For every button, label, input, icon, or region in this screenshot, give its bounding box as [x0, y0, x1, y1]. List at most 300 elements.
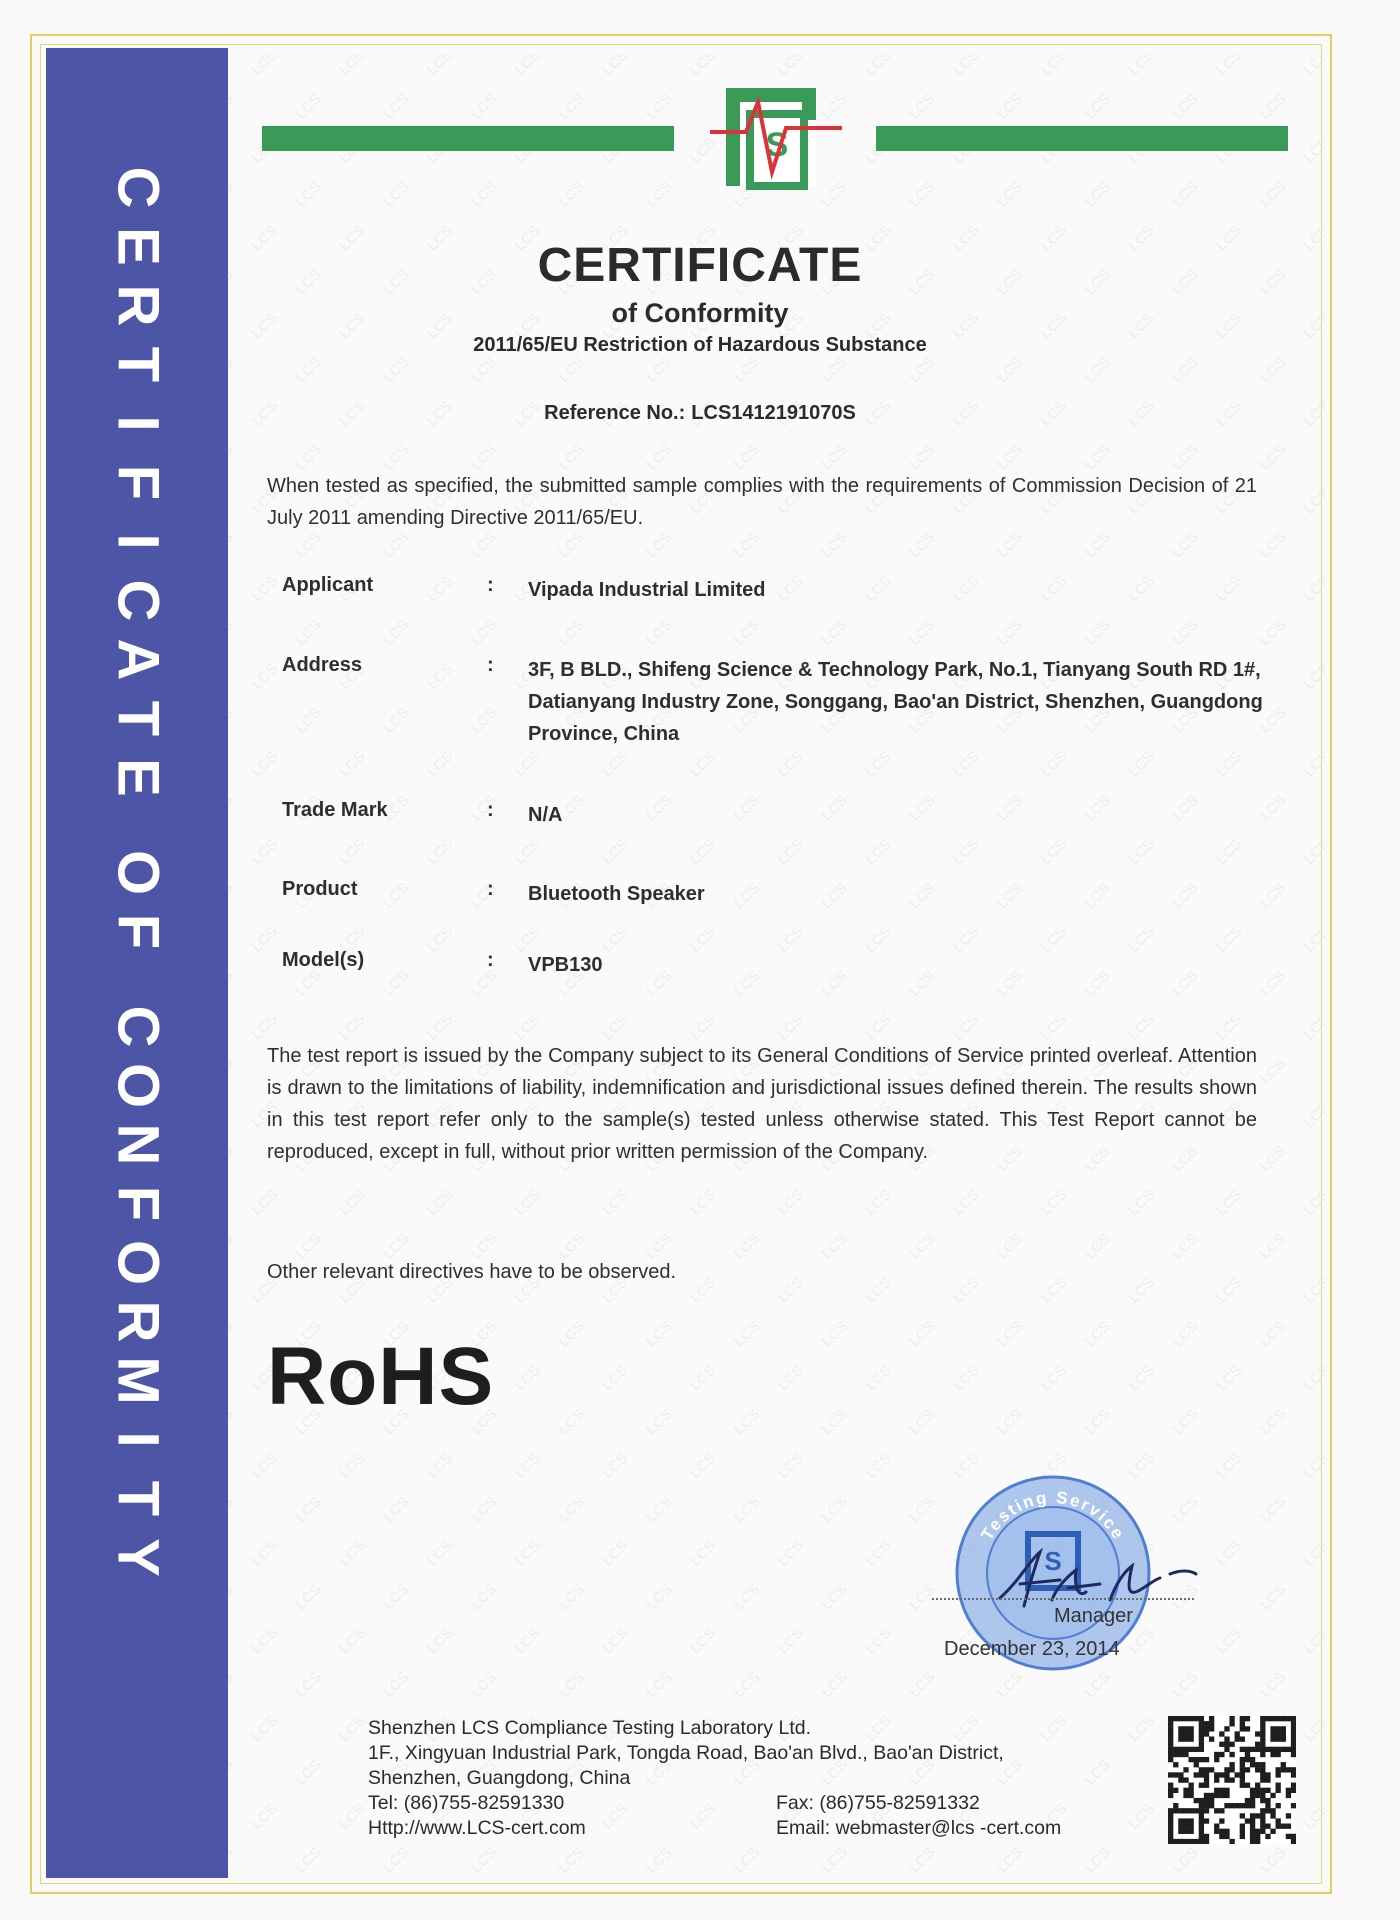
- qr-module: [1240, 1829, 1245, 1834]
- qr-module: [1229, 1716, 1234, 1721]
- qr-module: [1245, 1798, 1250, 1803]
- side-band-letter: E: [105, 758, 171, 797]
- qr-module: [1219, 1742, 1224, 1747]
- qr-module: [1260, 1767, 1265, 1772]
- qr-module: [1168, 1824, 1173, 1829]
- qr-module: [1291, 1772, 1296, 1777]
- side-band-letter: F: [105, 464, 171, 501]
- side-band-letter: R: [105, 1300, 171, 1343]
- field-label: Model(s): [282, 949, 365, 971]
- qr-module: [1245, 1803, 1250, 1808]
- qr-module: [1245, 1767, 1250, 1772]
- qr-module: [1173, 1716, 1178, 1721]
- issue-date: December 23, 2014: [944, 1638, 1120, 1660]
- qr-module: [1204, 1834, 1209, 1839]
- qr-module: [1204, 1783, 1209, 1788]
- qr-module: [1255, 1731, 1260, 1736]
- qr-module: [1291, 1736, 1296, 1741]
- footer-company: Shenzhen LCS Compliance Testing Laboratory Ltd.: [368, 1717, 811, 1739]
- qr-module: [1224, 1829, 1229, 1834]
- side-band-letter: E: [105, 227, 171, 266]
- qr-module: [1270, 1813, 1275, 1818]
- side-band-letter: O: [105, 1239, 171, 1286]
- qr-module: [1260, 1752, 1265, 1757]
- qr-module: [1245, 1757, 1250, 1762]
- directive-line: 2011/65/EU Restriction of Hazardous Substance: [473, 334, 927, 356]
- qr-module: [1270, 1731, 1275, 1736]
- intro-paragraph: When tested as specified, the submitted sample complies with the requirements of Commission Decision of 21 July 2011 amending Directive 2011/65/EU.: [267, 475, 1257, 529]
- qr-module: [1224, 1834, 1229, 1839]
- qr-module: [1286, 1716, 1291, 1721]
- qr-module: [1276, 1824, 1281, 1829]
- qr-module: [1178, 1747, 1183, 1752]
- qr-module: [1183, 1747, 1188, 1752]
- footer-fax: Fax: (86)755-82591332: [776, 1792, 980, 1814]
- qr-module: [1291, 1834, 1296, 1839]
- qr-module: [1291, 1752, 1296, 1757]
- qr-module: [1276, 1752, 1281, 1757]
- qr-module: [1199, 1783, 1204, 1788]
- qr-module: [1178, 1808, 1183, 1813]
- side-band-letter: N: [105, 1123, 171, 1166]
- qr-module: [1188, 1788, 1193, 1793]
- qr-module: [1260, 1716, 1265, 1721]
- qr-module: [1260, 1721, 1265, 1726]
- qr-module: [1168, 1721, 1173, 1726]
- field-value: VPB130: [528, 954, 603, 976]
- field-colon: :: [487, 654, 494, 676]
- qr-module: [1199, 1726, 1204, 1731]
- reference-value: LCS1412191070S: [691, 402, 856, 424]
- qr-module: [1224, 1772, 1229, 1777]
- qr-module: [1270, 1752, 1275, 1757]
- side-band-letter: I: [105, 1431, 171, 1448]
- qr-module: [1168, 1726, 1173, 1731]
- qr-module: [1260, 1824, 1265, 1829]
- qr-module: [1194, 1839, 1199, 1844]
- signature-line: [932, 1598, 1194, 1600]
- qr-module: [1276, 1818, 1281, 1823]
- qr-module: [1199, 1803, 1204, 1808]
- side-band-letter: I: [105, 415, 171, 432]
- qr-module: [1173, 1752, 1178, 1757]
- qr-module: [1168, 1716, 1173, 1721]
- rohs-mark: RoHS: [267, 1331, 495, 1422]
- qr-module: [1260, 1777, 1265, 1782]
- qr-module: [1173, 1747, 1178, 1752]
- side-band-letter: I: [105, 533, 171, 550]
- qr-module: [1250, 1834, 1255, 1839]
- qr-module: [1270, 1829, 1275, 1834]
- qr-module: [1229, 1777, 1234, 1782]
- footer-contact: [368, 1716, 1168, 1841]
- qr-module: [1265, 1716, 1270, 1721]
- qr-module: [1183, 1777, 1188, 1782]
- qr-module: [1194, 1798, 1199, 1803]
- qr-module: [1214, 1788, 1219, 1793]
- qr-module: [1229, 1742, 1234, 1747]
- qr-module: [1214, 1808, 1219, 1813]
- qr-module: [1276, 1726, 1281, 1731]
- qr-module: [1173, 1772, 1178, 1777]
- field-label: Address: [282, 654, 363, 676]
- field-value: Bluetooth Speaker: [528, 883, 705, 905]
- qr-module: [1286, 1834, 1291, 1839]
- qr-module: [1260, 1793, 1265, 1798]
- qr-module: [1209, 1726, 1214, 1731]
- qr-module: [1188, 1716, 1193, 1721]
- qr-module: [1183, 1767, 1188, 1772]
- qr-module: [1194, 1757, 1199, 1762]
- qr-module: [1173, 1808, 1178, 1813]
- footer-address-1: 1F., Xingyuan Industrial Park, Tongda Road, Bao'an Blvd., Bao'an District,: [368, 1742, 1004, 1764]
- qr-module: [1188, 1726, 1193, 1731]
- qr-module: [1276, 1731, 1281, 1736]
- qr-module: [1188, 1839, 1193, 1844]
- qr-module: [1240, 1803, 1245, 1808]
- qr-module: [1250, 1824, 1255, 1829]
- qr-module: [1265, 1798, 1270, 1803]
- qr-module: [1229, 1767, 1234, 1772]
- qr-module: [1235, 1772, 1240, 1777]
- qr-module: [1194, 1747, 1199, 1752]
- qr-module: [1204, 1798, 1209, 1803]
- qr-module: [1199, 1834, 1204, 1839]
- qr-module: [1240, 1783, 1245, 1788]
- qr-module: [1204, 1772, 1209, 1777]
- qr-module: [1199, 1813, 1204, 1818]
- qr-module: [1245, 1783, 1250, 1788]
- qr-module: [1286, 1824, 1291, 1829]
- qr-module: [1281, 1716, 1286, 1721]
- qr-module: [1183, 1793, 1188, 1798]
- qr-module: [1209, 1798, 1214, 1803]
- qr-module: [1240, 1813, 1245, 1818]
- qr-module: [1178, 1824, 1183, 1829]
- qr-module: [1209, 1803, 1214, 1808]
- qr-module: [1250, 1798, 1255, 1803]
- qr-module: [1240, 1726, 1245, 1731]
- qr-module: [1240, 1777, 1245, 1782]
- qr-module: [1183, 1788, 1188, 1793]
- qr-module: [1291, 1742, 1296, 1747]
- qr-module: [1199, 1829, 1204, 1834]
- qr-module: [1260, 1772, 1265, 1777]
- footer-tel: Tel: (86)755-82591330: [368, 1792, 565, 1814]
- side-band-letter: O: [105, 849, 171, 896]
- qr-module: [1240, 1824, 1245, 1829]
- qr-module: [1194, 1808, 1199, 1813]
- qr-module: [1178, 1731, 1183, 1736]
- qr-module: [1178, 1752, 1183, 1757]
- qr-module: [1219, 1834, 1224, 1839]
- qr-module: [1276, 1788, 1281, 1793]
- qr-module: [1188, 1808, 1193, 1813]
- qr-module: [1276, 1772, 1281, 1777]
- qr-module: [1183, 1839, 1188, 1844]
- qr-module: [1255, 1742, 1260, 1747]
- qr-module: [1224, 1793, 1229, 1798]
- qr-module: [1260, 1808, 1265, 1813]
- qr-module: [1245, 1818, 1250, 1823]
- qr-module: [1224, 1726, 1229, 1731]
- qr-module: [1265, 1772, 1270, 1777]
- qr-module: [1204, 1803, 1209, 1808]
- qr-module: [1291, 1783, 1296, 1788]
- side-band-letter: M: [105, 1356, 171, 1405]
- qr-module: [1270, 1716, 1275, 1721]
- qr-module: [1204, 1757, 1209, 1762]
- qr-module: [1291, 1788, 1296, 1793]
- qr-module: [1245, 1726, 1250, 1731]
- qr-module: [1235, 1731, 1240, 1736]
- qr-module: [1209, 1716, 1214, 1721]
- qr-module: [1178, 1829, 1183, 1834]
- qr-module: [1240, 1721, 1245, 1726]
- qr-module: [1255, 1839, 1260, 1844]
- qr-module: [1199, 1808, 1204, 1813]
- qr-module: [1286, 1793, 1291, 1798]
- qr-module: [1291, 1747, 1296, 1752]
- qr-module: [1270, 1793, 1275, 1798]
- qr-module: [1265, 1777, 1270, 1782]
- qr-module: [1199, 1721, 1204, 1726]
- qr-module: [1199, 1716, 1204, 1721]
- qr-module: [1270, 1747, 1275, 1752]
- qr-module: [1255, 1788, 1260, 1793]
- qr-module: [1229, 1721, 1234, 1726]
- qr-module: [1188, 1736, 1193, 1741]
- qr-module: [1168, 1818, 1173, 1823]
- qr-module: [1204, 1721, 1209, 1726]
- side-band-letter: F: [105, 913, 171, 950]
- side-band-letter: C: [105, 166, 171, 209]
- qr-module: [1209, 1793, 1214, 1798]
- qr-module: [1255, 1767, 1260, 1772]
- qr-module: [1250, 1829, 1255, 1834]
- qr-module: [1204, 1726, 1209, 1731]
- qr-module: [1199, 1818, 1204, 1823]
- field-label: Trade Mark: [282, 799, 388, 821]
- qr-module: [1265, 1824, 1270, 1829]
- qr-module: [1229, 1762, 1234, 1767]
- qr-module: [1270, 1726, 1275, 1731]
- side-band-letter: Y: [105, 1538, 171, 1577]
- qr-module: [1219, 1731, 1224, 1736]
- side-band-letter: C: [105, 1005, 171, 1048]
- qr-module: [1183, 1736, 1188, 1741]
- qr-module: [1245, 1716, 1250, 1721]
- side-band-letter: C: [105, 579, 171, 622]
- qr-module: [1270, 1736, 1275, 1741]
- qr-module: [1281, 1726, 1286, 1731]
- lcs-logo-icon: [706, 80, 846, 190]
- qr-module: [1260, 1798, 1265, 1803]
- field-value: Vipada Industrial Limited: [528, 579, 766, 601]
- qr-module: [1199, 1824, 1204, 1829]
- qr-module: [1250, 1757, 1255, 1762]
- svg-text:S: S: [1044, 1546, 1062, 1576]
- qr-module: [1240, 1767, 1245, 1772]
- side-band-text: [46, 158, 228, 1587]
- qr-module: [1168, 1829, 1173, 1834]
- qr-module: [1219, 1818, 1224, 1823]
- qr-module: [1240, 1736, 1245, 1741]
- qr-module: [1188, 1829, 1193, 1834]
- qr-module: [1219, 1808, 1224, 1813]
- qr-module: [1265, 1788, 1270, 1793]
- qr-module: [1178, 1772, 1183, 1777]
- qr-module: [1168, 1788, 1173, 1793]
- qr-module: [1250, 1813, 1255, 1818]
- qr-module: [1199, 1767, 1204, 1772]
- qr-module: [1235, 1736, 1240, 1741]
- qr-module: [1188, 1793, 1193, 1798]
- qr-module: [1168, 1736, 1173, 1741]
- qr-module: [1168, 1793, 1173, 1798]
- qr-module: [1178, 1818, 1183, 1823]
- qr-module: [1219, 1752, 1224, 1757]
- qr-module: [1291, 1721, 1296, 1726]
- qr-module: [1255, 1783, 1260, 1788]
- qr-module: [1276, 1716, 1281, 1721]
- field-colon: :: [487, 574, 494, 596]
- qr-module: [1286, 1813, 1291, 1818]
- qr-module: [1260, 1742, 1265, 1747]
- qr-module: [1224, 1777, 1229, 1782]
- qr-module: [1204, 1808, 1209, 1813]
- qr-module: [1209, 1767, 1214, 1772]
- qr-module: [1199, 1747, 1204, 1752]
- qr-module: [1240, 1772, 1245, 1777]
- qr-module: [1168, 1834, 1173, 1839]
- qr-module: [1178, 1777, 1183, 1782]
- field-colon: :: [487, 878, 494, 900]
- qr-module: [1168, 1783, 1173, 1788]
- qr-module: [1183, 1752, 1188, 1757]
- qr-module: [1281, 1762, 1286, 1767]
- qr-module: [1270, 1808, 1275, 1813]
- qr-module: [1214, 1793, 1219, 1798]
- qr-module: [1173, 1762, 1178, 1767]
- qr-module: [1281, 1767, 1286, 1772]
- qr-module: [1209, 1736, 1214, 1741]
- qr-module: [1204, 1839, 1209, 1844]
- qr-module: [1224, 1747, 1229, 1752]
- qr-module: [1168, 1839, 1173, 1844]
- qr-module: [1178, 1736, 1183, 1741]
- side-band-letter: F: [105, 1185, 171, 1222]
- qr-module: [1281, 1731, 1286, 1736]
- field-colon: :: [487, 799, 494, 821]
- seal-text: Testing Service: [977, 1487, 1129, 1544]
- qr-module: [1291, 1767, 1296, 1772]
- qr-module: [1255, 1829, 1260, 1834]
- footer-address-2: Shenzhen, Guangdong, China: [368, 1767, 631, 1789]
- qr-module: [1204, 1793, 1209, 1798]
- qr-module: [1240, 1762, 1245, 1767]
- side-band-letter: T: [105, 1480, 171, 1517]
- qr-module: [1286, 1788, 1291, 1793]
- qr-module: [1224, 1767, 1229, 1772]
- qr-module: [1260, 1736, 1265, 1741]
- qr-module: [1168, 1772, 1173, 1777]
- page-title: CERTIFICATE: [537, 239, 863, 292]
- qr-module: [1168, 1742, 1173, 1747]
- side-band-letter: R: [105, 284, 171, 327]
- qr-module: [1183, 1818, 1188, 1823]
- qr-module: [1183, 1731, 1188, 1736]
- qr-module: [1265, 1803, 1270, 1808]
- qr-module: [1183, 1824, 1188, 1829]
- qr-module: [1214, 1777, 1219, 1782]
- qr-module: [1188, 1824, 1193, 1829]
- qr-module: [1188, 1747, 1193, 1752]
- qr-module: [1183, 1808, 1188, 1813]
- qr-module: [1199, 1742, 1204, 1747]
- qr-module: [1214, 1757, 1219, 1762]
- qr-module: [1255, 1793, 1260, 1798]
- qr-module: [1276, 1736, 1281, 1741]
- field-value: N/A: [528, 804, 563, 826]
- qr-module: [1188, 1731, 1193, 1736]
- qr-module: [1173, 1839, 1178, 1844]
- qr-module: [1199, 1757, 1204, 1762]
- qr-module: [1240, 1747, 1245, 1752]
- qr-module: [1168, 1757, 1173, 1762]
- qr-module: [1219, 1829, 1224, 1834]
- qr-module: [1291, 1731, 1296, 1736]
- qr-module: [1209, 1721, 1214, 1726]
- qr-module: [1291, 1839, 1296, 1844]
- terms-paragraph: The test report is issued by the Company subject to its General Conditions of Service printed overleaf. Attention is drawn to the limitations of liability, indemnification and jurisdictional issues defined therein. The results shown in this test report refer only to the sample(s) tested unless otherwise stated. This Test Report cannot be reproduced, except in full, without prior written permission of the Company.: [267, 1045, 1257, 1163]
- qr-module: [1224, 1803, 1229, 1808]
- qr-module: [1250, 1803, 1255, 1808]
- qr-module: [1204, 1818, 1209, 1823]
- field-value: 3F, B BLD., Shifeng Science & Technology Park, No.1, Tianyang South RD 1#, Datianyang Industry Zone, Songgang, Bao'an District, Shenzhen, Guangdong Province, China: [528, 659, 1263, 745]
- qr-module: [1204, 1731, 1209, 1736]
- qr-module: [1183, 1726, 1188, 1731]
- qr-module: [1194, 1716, 1199, 1721]
- qr-module: [1224, 1788, 1229, 1793]
- qr-module: [1291, 1803, 1296, 1808]
- qr-module: [1173, 1803, 1178, 1808]
- qr-module: [1178, 1716, 1183, 1721]
- qr-module: [1250, 1793, 1255, 1798]
- qr-module: [1188, 1757, 1193, 1762]
- qr-module: [1265, 1834, 1270, 1839]
- qr-module: [1199, 1731, 1204, 1736]
- qr-module: [1194, 1772, 1199, 1777]
- qr-module: [1188, 1818, 1193, 1823]
- qr-module: [1188, 1783, 1193, 1788]
- reference-label: Reference No.:: [544, 402, 686, 424]
- qr-module: [1224, 1742, 1229, 1747]
- qr-module: [1276, 1783, 1281, 1788]
- qr-module: [1255, 1747, 1260, 1752]
- qr-module: [1255, 1834, 1260, 1839]
- qr-module: [1240, 1834, 1245, 1839]
- side-band-letter: O: [105, 1062, 171, 1109]
- qr-module: [1286, 1767, 1291, 1772]
- qr-module: [1286, 1747, 1291, 1752]
- qr-module: [1183, 1716, 1188, 1721]
- qr-module: [1168, 1747, 1173, 1752]
- qr-module: [1168, 1752, 1173, 1757]
- field-label: Applicant: [282, 574, 374, 596]
- side-band-letter: T: [105, 700, 171, 737]
- qr-module: [1276, 1803, 1281, 1808]
